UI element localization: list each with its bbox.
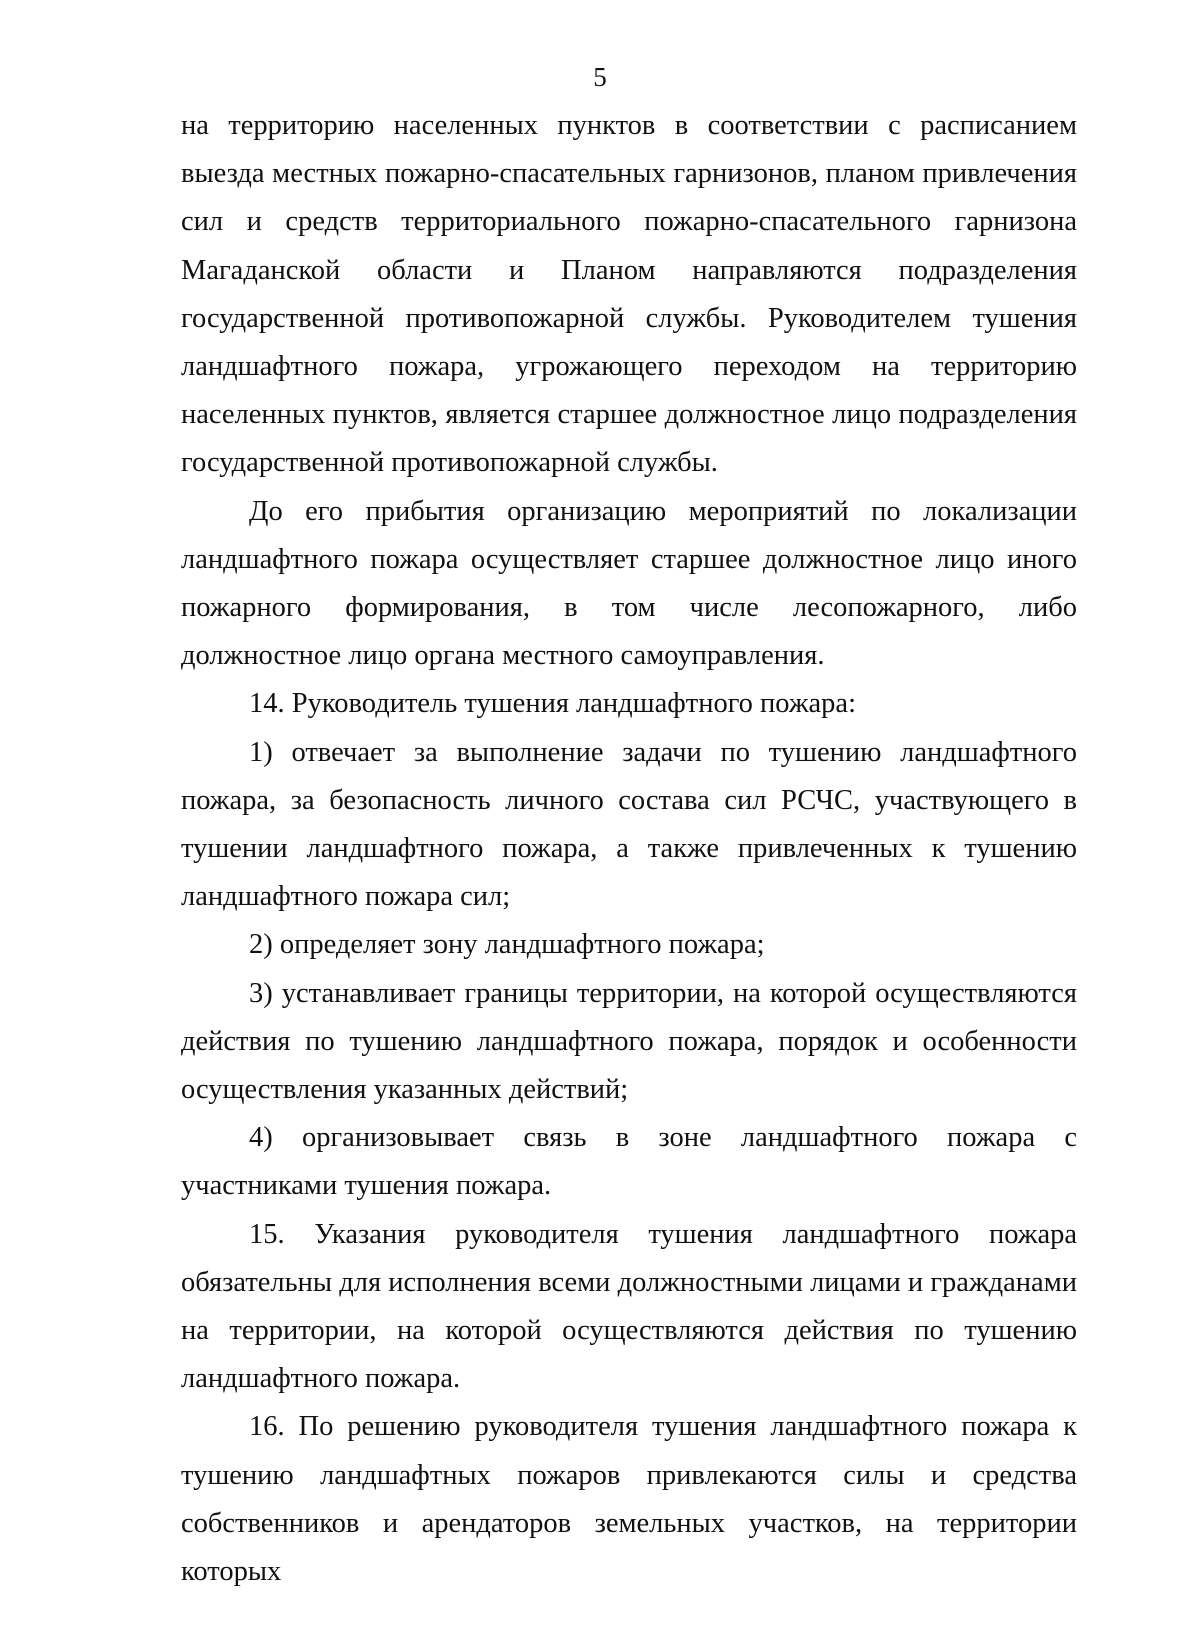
list-item-1: 1) отвечает за выполнение задачи по тушению ландшафтного пожара, за безопасность личного состава сил РСЧС, участвующего в тушении ландшафтного пожара, а также привлеченных к тушению ландшафтного пожара сил; [181,736,1077,913]
paragraph-15: 15. Указания руководителя тушения ландшафтного пожара обязательны для исполнения всеми должностными лицами и гражданами на территории, на которой осуществляются действия по тушению ландшафтного пожара. [181,1218,1077,1395]
list-item-4: 4) организовывает связь в зоне ландшафтного пожара с участниками тушения пожара. [181,1122,1077,1202]
page-number: 5 [593,62,607,92]
document-body [181,102,1077,1596]
list-item-3: 3) устанавливает границы территории, на которой осуществляются действия по тушению ландшафтного пожара, порядок и особенности осуществления указанных действий; [181,977,1077,1106]
list-item-2: 2) определяет зону ландшафтного пожара; [249,929,765,961]
paragraph-14-heading: 14. Руководитель тушения ландшафтного пожара: [249,688,857,720]
paragraph-before-arrival: До его прибытия организацию мероприятий по локализации ландшафтного пожара осуществляет старшее должностное лицо иного пожарного формирования, в том числе лесопожарного, либо должностное лицо органа местного самоуправления. [181,495,1077,672]
paragraph-16: 16. По решению руководителя тушения ландшафтного пожара к тушению ландшафтных пожаров привлекаются силы и средства собственников и арендаторов земельных участков, на территории которых [181,1411,1077,1588]
paragraph-continuation: на территорию населенных пунктов в соответствии с расписанием выезда местных пожарно-спасательных гарнизонов, планом привлечения сил и средств территориального пожарно-спасательного гарнизона Магаданской области и Планом направляются подразделения государственной противопожарной службы. Руководителем тушения ландшафтного пожара, угрожающего переходом на территорию населенных пунктов, является старшее должностное лицо подразделения государственной противопожарной службы. [181,110,1077,479]
